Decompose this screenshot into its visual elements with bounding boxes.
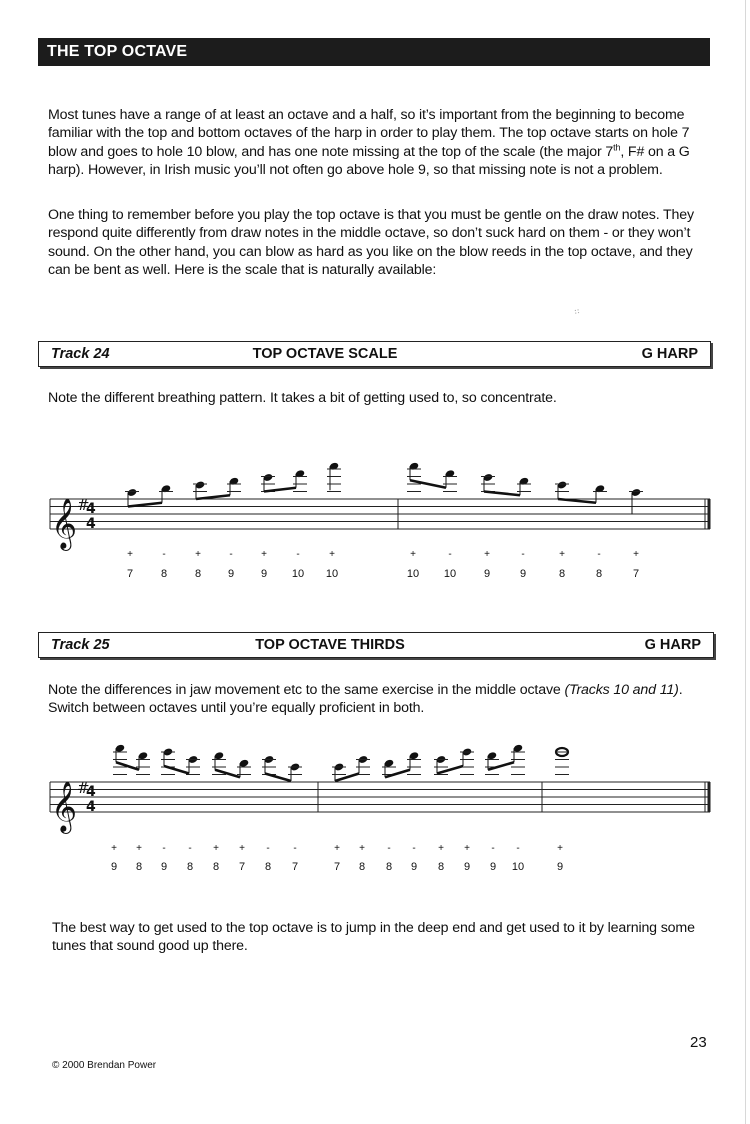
breath-mark: - [412,843,416,854]
track-24-instruction: Note the different breathing pattern. It takes a bit of getting used to, so concentrate. [48,390,557,406]
track-25-staff [0,740,750,890]
hole-number: 9 [489,861,497,873]
page-number: 23 [690,1034,707,1051]
breath-mark: + [438,843,444,854]
section-banner [38,38,710,66]
note-beam [385,770,410,778]
hole-number: 8 [264,861,272,873]
breath-mark: + [464,843,470,854]
hole-number: 8 [385,861,393,873]
hole-number: 9 [519,568,527,580]
time-signature-bottom: 4 [86,516,96,532]
hole-number: 7 [291,861,299,873]
note-beam [128,503,162,507]
track-25-reference: (Tracks 10 and 11) [564,682,679,698]
hole-number: 9 [227,568,235,580]
breath-mark: + [213,843,219,854]
breath-mark: + [261,549,267,560]
time-signature-top: 4 [86,784,96,800]
hole-number: 7 [126,568,134,580]
breath-mark: + [136,843,142,854]
scan-speck: ⁘ [569,305,583,320]
hole-number: 7 [632,568,640,580]
track-25-harp: G HARP [644,637,701,653]
intro-p1-text-end: , F# on a G harp). However, in Irish music you’ll not often go above hole 9, so that missing note is not a problem. [48,143,690,179]
intro-p1-text: Most tunes have a range of at least an octave and a half, so it’s important from the beginning to become familiar with the top and bottom octaves of the harp in order to play them. The top octave starts on hole 7 blow and goes to hole 10 blow, and has one note missing at the top of the scale (the major 7 [48,107,690,160]
note-beam [196,495,230,499]
note-beam [116,762,139,770]
track-25-text: Note the differences in jaw movement etc to the same exercise in the middle octave [48,682,565,698]
intro-paragraph-1 [48,106,708,180]
hole-number: 8 [595,568,603,580]
breath-mark: - [597,549,601,560]
hole-number: 8 [358,861,366,873]
breath-mark: - [162,549,166,560]
hole-number: 9 [463,861,471,873]
hole-number: 8 [558,568,566,580]
note-beam [488,762,514,770]
hole-number: 10 [325,568,339,580]
breath-mark: + [127,549,133,560]
breath-mark: + [410,549,416,560]
hole-number: 7 [333,861,341,873]
time-signature-bottom: 4 [86,799,96,815]
breath-mark: + [557,843,563,854]
hole-number: 10 [406,568,420,580]
note-beam [558,499,596,503]
hole-number: 9 [410,861,418,873]
closing-paragraph: The best way to get used to the top octave is to jump in the deep end and get used to it by learning some tunes that sound good up there. [52,920,695,955]
hole-number: 8 [186,861,194,873]
hole-number: 10 [291,568,305,580]
hole-number: 8 [194,568,202,580]
breath-mark: - [266,843,270,854]
hole-number: 8 [212,861,220,873]
track-24-header [38,341,711,367]
breath-mark: + [334,843,340,854]
track-25-title: TOP OCTAVE THIRDS [255,637,405,653]
breath-mark: - [293,843,297,854]
copyright: © 2000 Brendan Power [52,1060,157,1071]
breath-mark: + [239,843,245,854]
track-25-text-line2: Switch between octaves until you’re equally proficient in both. [48,700,425,717]
track-25-header [38,632,714,658]
breath-mark: - [229,549,233,560]
breath-mark: - [387,843,391,854]
breath-mark: + [559,549,565,560]
track-24-title: TOP OCTAVE SCALE [252,346,398,362]
final-bar-thick [708,782,711,812]
breath-mark: + [359,843,365,854]
hole-number: 10 [511,861,525,873]
track-25-number: Track 25 [51,637,110,653]
hole-number: 9 [483,568,491,580]
breath-mark: - [491,843,495,854]
treble-clef-icon: 𝄞 [51,498,78,549]
breath-mark: - [516,843,520,854]
note-beam [215,770,240,778]
track-25-instruction [48,681,710,718]
section-title: THE TOP OCTAVE [47,43,188,60]
breath-mark: - [188,843,192,854]
hole-number: 9 [160,861,168,873]
key-signature-sharp: # [77,496,90,514]
breath-mark: - [296,549,300,560]
breath-mark: + [195,549,201,560]
superscript-th: th [613,142,621,153]
track-25-text-end: . [678,682,683,698]
note-beam [264,488,296,492]
track-24-staff [0,440,750,590]
track-24-harp: G HARP [641,346,698,362]
note-beam [484,492,520,496]
breath-mark: + [111,843,117,854]
hole-number: 9 [110,861,118,873]
breath-mark: + [484,549,490,560]
intro-paragraph-2: One thing to remember before you play the top octave is that you must be gentle on the draw notes. They respond quite differently from draw notes in the middle octave, so don’t suck hard on them - or they won’t sound. On the other hand, you can blow as hard as you like on the blow reeds in the top octave, and they can be bent as well. Here is the scale that is naturally available: [48,207,694,279]
note-beam [265,774,291,782]
hole-number: 7 [238,861,246,873]
time-signature-top: 4 [86,501,96,517]
breath-mark: - [521,549,525,560]
track-24-number: Track 24 [51,346,110,362]
hole-number: 8 [160,568,168,580]
treble-clef-icon: 𝄞 [51,781,78,832]
hole-number: 9 [556,861,564,873]
hole-number: 8 [437,861,445,873]
hole-number: 9 [260,568,268,580]
note-beam [164,766,189,774]
key-signature-sharp: # [77,779,90,797]
breath-mark: - [162,843,166,854]
breath-mark: + [633,549,639,560]
breath-mark: + [329,549,335,560]
hole-number: 8 [135,861,143,873]
final-bar-thick [708,499,711,529]
hole-number: 10 [443,568,457,580]
breath-mark: - [448,549,452,560]
